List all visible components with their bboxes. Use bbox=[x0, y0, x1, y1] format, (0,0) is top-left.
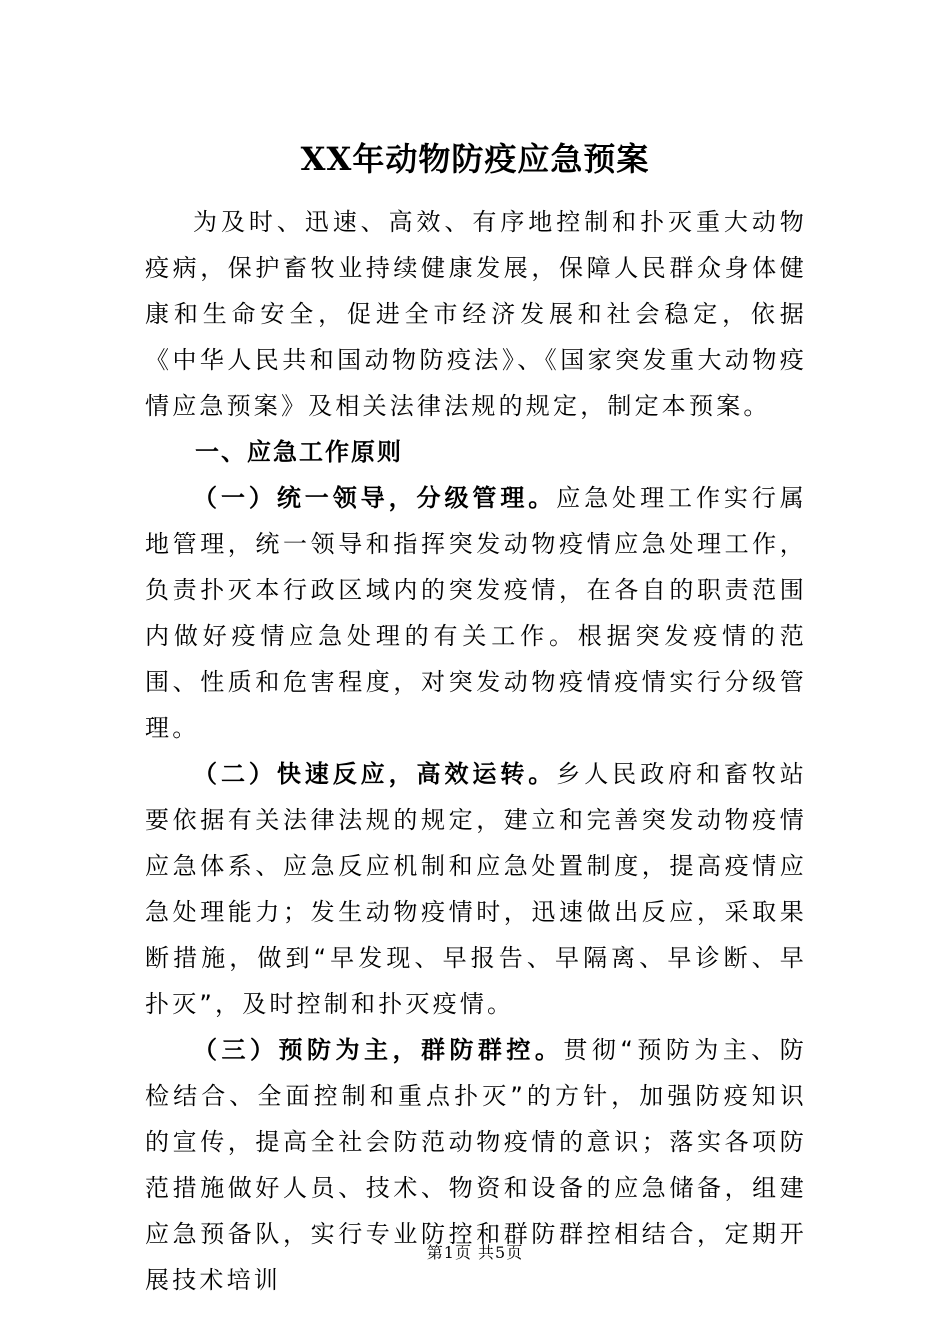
principle-lead-1: （一）统一领导，分级管理。 bbox=[193, 484, 557, 512]
page-footer: 第1页 共5页 bbox=[426, 1243, 524, 1262]
intro-paragraph: 为及时、迅速、高效、有序地控制和扑灭重大动物疫病，保护畜牧业持续健康发展，保障人民群众身体健康和生命安全，促进全市经济发展和社会稳定，依据《中华人民共和国动物防疫法》、《国家突发重大动物疫情应急预案》及相关法律法规的规定，制定本预案。 bbox=[145, 208, 807, 420]
principle-text-2: 乡人民政府和畜牧站要依据有关法律法规的规定，建立和完善突发动物疫情应急体系、应急反应机制和应急处置制度，提高疫情应急处理能力；发生动物疫情时，迅速做出反应，采取果断措施，做到“早发现、早报告、早隔离、早诊断、早扑灭”，及时控制和扑灭疫情。 bbox=[145, 760, 807, 1018]
document-body bbox=[145, 199, 807, 1303]
principle-paragraph-2 bbox=[145, 751, 807, 1027]
principle-text-1: 应急处理工作实行属地管理，统一领导和指挥突发动物疫情应急处理工作，负责扑灭本行政区域内的突发疫情，在各自的职责范围内做好疫情应急处理的有关工作。根据突发疫情的范围、性质和危害程度，对突发动物疫情疫情实行分级管理。 bbox=[145, 484, 807, 742]
principle-paragraph-1 bbox=[145, 475, 807, 751]
document-title: XX年动物防疫应急预案 bbox=[300, 140, 650, 178]
principle-lead-3: （三）预防为主，群防群控。 bbox=[193, 1036, 564, 1064]
principle-lead-2: （二）快速反应，高效运转。 bbox=[193, 760, 557, 788]
section-heading: 一、应急工作原则 bbox=[195, 438, 403, 466]
principle-text-3: 贯彻“预防为主、防检结合、全面控制和重点扑灭”的方针，加强防疫知识的宣传，提高全社会防范动物疫情的意识；落实各项防范措施做好人员、技术、物资和设备的应急储备，组建应急预备队，实行专业防控和群防群控相结合，定期开展技术培训 bbox=[145, 1036, 808, 1294]
